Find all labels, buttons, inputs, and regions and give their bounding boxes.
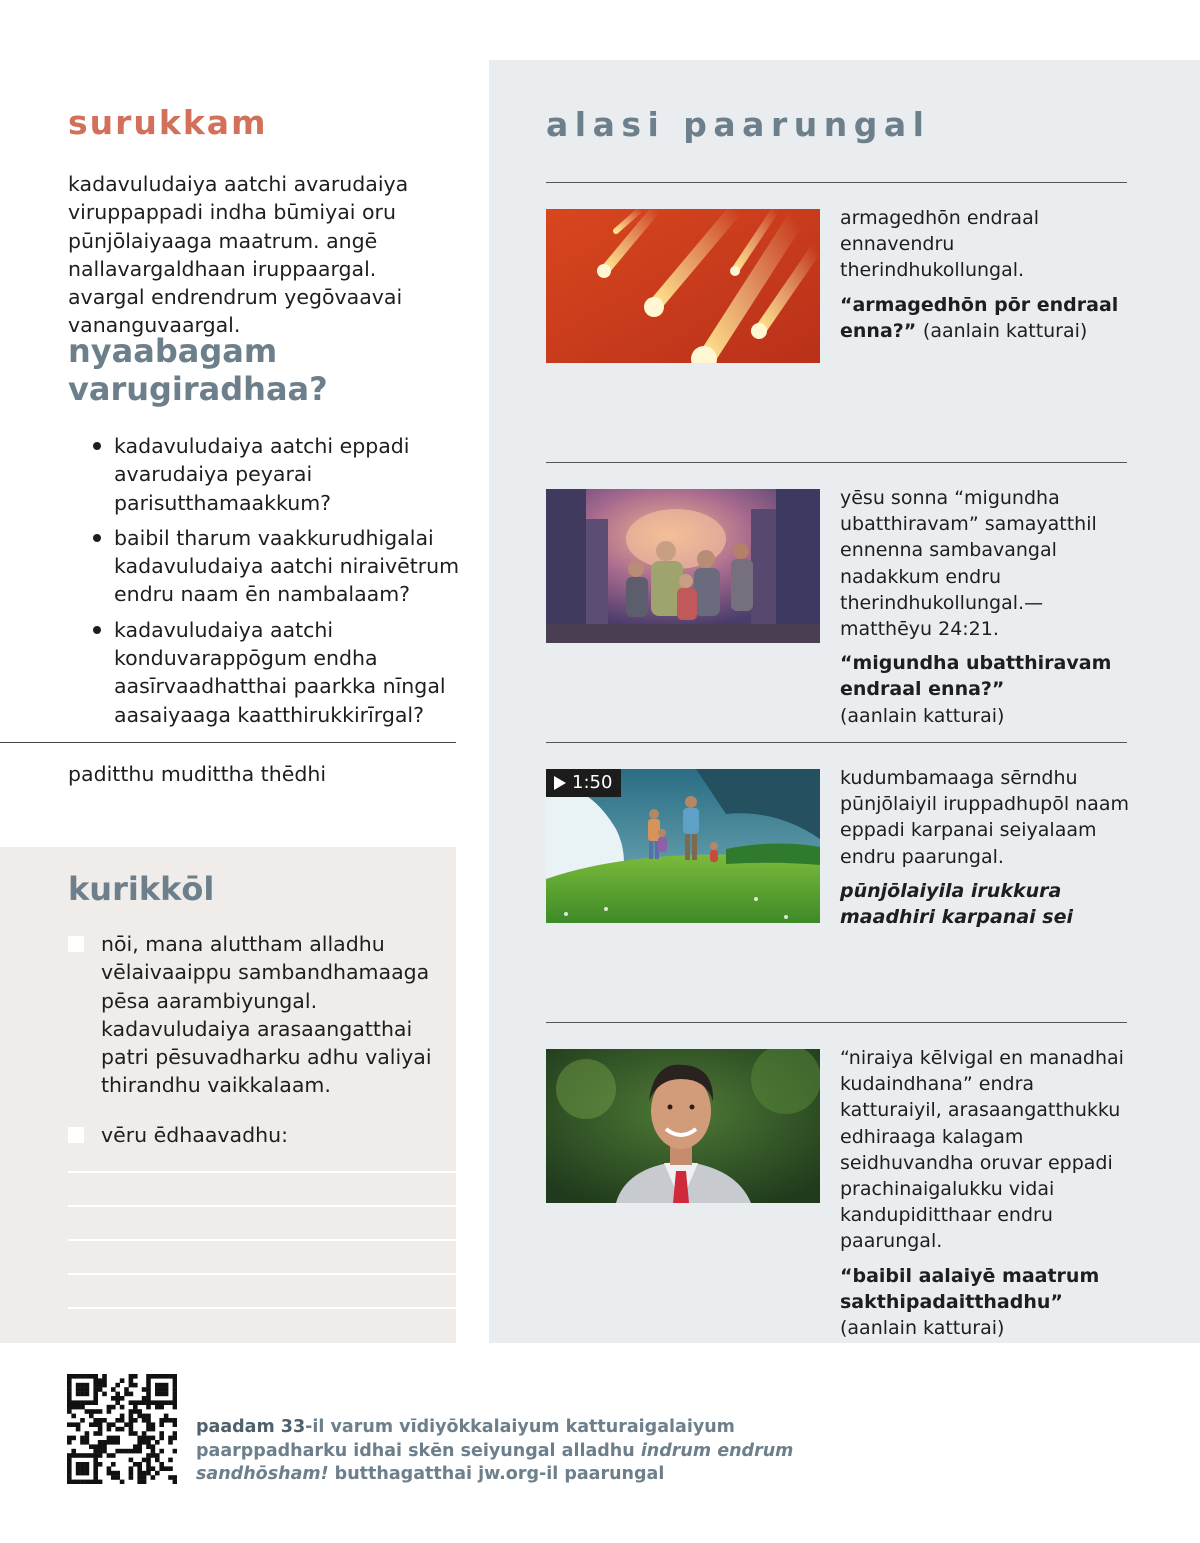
- writing-line[interactable]: [68, 1307, 456, 1309]
- divider: [546, 462, 1127, 463]
- resource-description: kudumbamaaga sērndhu pūnjōlaiyil iruppadhupōl naam eppadi karpanai seiyalaam endru paarungal.: [840, 767, 1129, 868]
- footer-note: paadam 33-il varum vīdiyōkkalaiyum katturaigalaiyum paarppadharku idhai skēn seiyungal alladhu indrum endrum sandhōsham! butthagatthai jw.org-il paarungal: [196, 1417, 794, 1484]
- resource-text: [840, 485, 1132, 729]
- question-item: kadavuludaiya aatchi konduvarappōgum endha aasīrvaadhatthai paarkka nīngal aasaiyaaga kaatthirukkirīrgal?: [92, 616, 462, 729]
- divider: [0, 742, 456, 743]
- summary-heading: surukkam: [68, 103, 268, 142]
- learn-more-heading: alasi paarungal: [546, 105, 931, 144]
- bullet-icon: [93, 534, 101, 542]
- resource-text: [840, 765, 1132, 930]
- resource-link[interactable]: “armagedhōn pōr endraal enna?” (aanlain katturai): [840, 293, 1119, 342]
- review-questions-list: [92, 432, 462, 736]
- publication-title[interactable]: indrum endrum sandhōsham!: [196, 1440, 794, 1484]
- divider: [546, 742, 1127, 743]
- resource-link[interactable]: “baibil aalaiyē maatrum sakthipadaitthadhu” (aanlain katturai): [840, 1264, 1100, 1340]
- bullet-icon: [93, 442, 101, 450]
- play-icon: [554, 776, 566, 790]
- divider: [546, 182, 1127, 183]
- family-in-destroyed-city-image[interactable]: [546, 489, 820, 643]
- video-duration-badge: 1:50: [546, 769, 621, 797]
- goal-checkbox-item[interactable]: [68, 930, 438, 1100]
- falling-meteors-image[interactable]: [546, 209, 820, 363]
- goal-heading: kurikkōl: [68, 870, 215, 908]
- writing-line[interactable]: [68, 1205, 456, 1207]
- smiling-man-portrait[interactable]: [546, 1049, 820, 1203]
- goal-text: vēru ēdhaavadhu:: [101, 1123, 289, 1147]
- resource-description: yēsu sonna “migundha ubatthiravam” samayatthil ennenna sambavangal nadakkum endru therindhukollungal.—matthēyu 24:21.: [840, 487, 1097, 641]
- resource-tag: (aanlain katturai): [922, 319, 1088, 342]
- divider: [546, 1022, 1127, 1023]
- resource-text: [840, 205, 1132, 344]
- question-item: baibil tharum vaakkurudhigalai kadavuludaiya aatchi niraivētrum endru naam ēn nambalaam?: [92, 524, 462, 609]
- resource-link[interactable]: “migundha ubatthiravam endraal enna?” (aanlain katturai): [840, 652, 1112, 727]
- resource-link[interactable]: pūnjōlaiyila irukkura maadhiri karpanai sei: [840, 879, 1074, 929]
- qr-code-icon[interactable]: [67, 1374, 177, 1484]
- resource-tag: (aanlain katturai): [840, 1317, 1005, 1340]
- resource-description: armagedhōn endraal ennavendru therindhukollungal.: [840, 207, 1039, 282]
- writing-line[interactable]: [68, 1171, 456, 1173]
- goal-checkbox-item[interactable]: [68, 1121, 438, 1149]
- question-item: kadavuludaiya aatchi eppadi avarudaiya peyarai parisutthamaakkum?: [92, 432, 462, 517]
- writing-line[interactable]: [68, 1239, 456, 1241]
- bullet-icon: [93, 626, 101, 634]
- goal-text: nōi, mana aluttham alladhu vēlaivaaippu sambandhamaaga pēsa aarambiyungal. kadavuludaiya arasaangatthai patri pēsuvadharku adhu valiyai thirandhu vaikkalaam.: [101, 932, 432, 1098]
- writing-line[interactable]: [68, 1273, 456, 1275]
- review-questions-heading: nyaabagam varugiradhaa?: [68, 332, 328, 408]
- resource-text: [840, 1045, 1132, 1341]
- resource-description: “niraiya kēlvigal en manadhai kudaindhana” endra katturaiyil, arasaangatthukku edhiraaga kalagam seidhuvandha oruvar eppadi prachinaigalukku vidai kandupiditthaar endru paarungal.: [840, 1047, 1124, 1253]
- checkbox[interactable]: [68, 1127, 84, 1143]
- summary-text: kadavuludaiya aatchi avarudaiya viruppappadi indha būmiyai oru pūnjōlaiyaaga maatrum. angē nallavargaldhaan iruppaargal. avargal endrendrum yegōvaavai vananguvaargal.: [68, 172, 409, 338]
- completion-date-label: paditthu mudittha thēdhi: [68, 762, 327, 786]
- checkbox[interactable]: [68, 936, 84, 952]
- lesson-reference: paadam 33: [196, 1417, 306, 1437]
- resource-tag: (aanlain katturai): [840, 704, 1005, 727]
- family-in-paradise-video[interactable]: [546, 769, 820, 923]
